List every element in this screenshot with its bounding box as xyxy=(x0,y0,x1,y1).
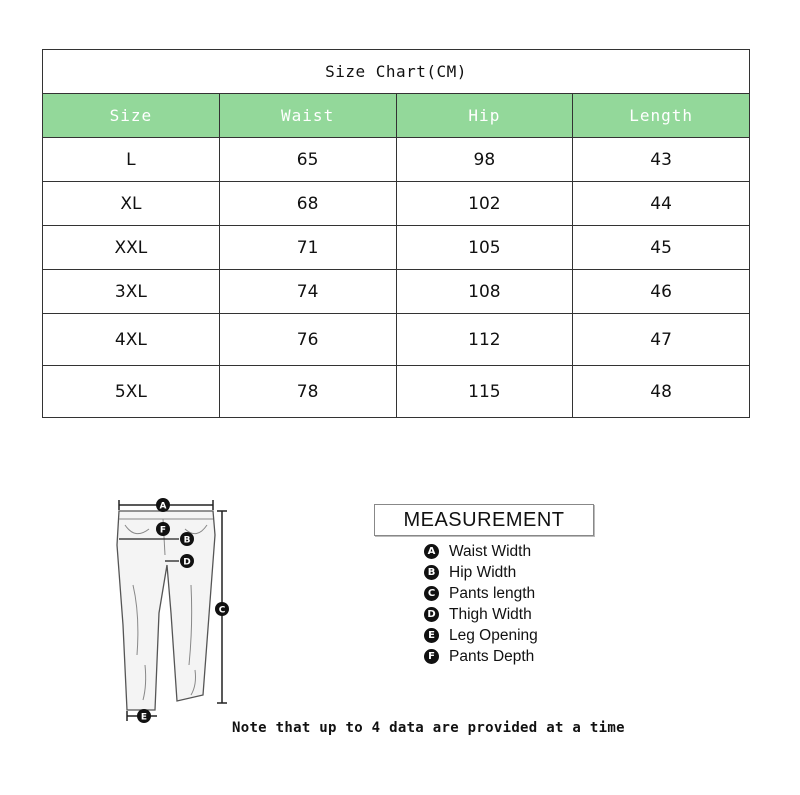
legend-item xyxy=(424,562,538,583)
cell-waist: 76 xyxy=(219,314,396,366)
svg-text:C: C xyxy=(218,605,226,616)
letter-e-icon: E xyxy=(424,628,439,643)
marker-f xyxy=(156,522,170,536)
table-row xyxy=(43,314,750,366)
column-header-size: Size xyxy=(43,94,220,138)
marker-a xyxy=(156,498,170,512)
legend-label: Pants Depth xyxy=(449,647,535,665)
cell-size: 4XL xyxy=(43,314,220,366)
svg-text:D: D xyxy=(183,557,191,568)
letter-f-icon: F xyxy=(424,649,439,664)
cell-size: L xyxy=(43,138,220,182)
cell-size: XXL xyxy=(43,226,220,270)
cell-length: 46 xyxy=(573,270,750,314)
legend-item xyxy=(424,541,538,562)
cell-size: 3XL xyxy=(43,270,220,314)
cell-waist: 68 xyxy=(219,182,396,226)
cell-waist: 78 xyxy=(219,366,396,418)
cell-length: 43 xyxy=(573,138,750,182)
legend-item xyxy=(424,646,538,667)
column-header-length: Length xyxy=(573,94,750,138)
svg-text:F: F xyxy=(159,525,167,536)
table-header-row xyxy=(43,94,750,138)
pants-diagram xyxy=(105,495,255,725)
legend-item xyxy=(424,583,538,604)
cell-size: XL xyxy=(43,182,220,226)
cell-length: 47 xyxy=(573,314,750,366)
legend-item xyxy=(424,625,538,646)
legend-label: Thigh Width xyxy=(449,605,532,623)
table-row xyxy=(43,138,750,182)
letter-b-icon: B xyxy=(424,565,439,580)
letter-c-icon: C xyxy=(424,586,439,601)
cell-hip: 115 xyxy=(396,366,573,418)
cell-length: 48 xyxy=(573,366,750,418)
data-note: Note that up to 4 data are provided at a time xyxy=(232,720,625,736)
table-row xyxy=(43,270,750,314)
cell-hip: 108 xyxy=(396,270,573,314)
marker-e xyxy=(137,709,151,723)
cell-hip: 102 xyxy=(396,182,573,226)
cell-waist: 65 xyxy=(219,138,396,182)
table-row xyxy=(43,366,750,418)
column-header-waist: Waist xyxy=(219,94,396,138)
letter-d-icon: D xyxy=(424,607,439,622)
table-row xyxy=(43,226,750,270)
cell-length: 45 xyxy=(573,226,750,270)
legend-label: Leg Opening xyxy=(449,626,538,644)
measurement-legend xyxy=(424,541,538,667)
cell-waist: 71 xyxy=(219,226,396,270)
svg-text:E: E xyxy=(140,712,148,723)
column-header-hip: Hip xyxy=(396,94,573,138)
cell-hip: 112 xyxy=(396,314,573,366)
cell-hip: 98 xyxy=(396,138,573,182)
size-chart-title: Size Chart(CM) xyxy=(43,50,750,94)
cell-waist: 74 xyxy=(219,270,396,314)
legend-label: Hip Width xyxy=(449,563,517,581)
cell-length: 44 xyxy=(573,182,750,226)
legend-label: Waist Width xyxy=(449,542,532,560)
measurement-heading: MEASUREMENT xyxy=(374,504,594,536)
letter-a-icon: A xyxy=(424,544,439,559)
pants-outline xyxy=(117,511,215,710)
table-row xyxy=(43,182,750,226)
cell-hip: 105 xyxy=(396,226,573,270)
legend-item xyxy=(424,604,538,625)
svg-text:B: B xyxy=(183,535,191,546)
marker-c xyxy=(215,602,229,616)
cell-size: 5XL xyxy=(43,366,220,418)
legend-label: Pants length xyxy=(449,584,536,602)
size-chart-table xyxy=(42,49,750,418)
svg-text:A: A xyxy=(159,501,167,512)
